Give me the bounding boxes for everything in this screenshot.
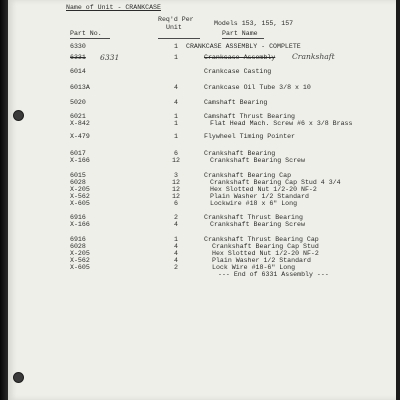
part-name: Camshaft Thrust Bearing — [204, 113, 296, 120]
part-name-underline — [222, 38, 264, 39]
part-name: Lock Wire #18-6" Long — [212, 264, 296, 271]
qty: 1 — [174, 236, 178, 243]
qty: 4 — [174, 257, 178, 264]
part-name: Plain Washer 1/2 Standard — [212, 257, 311, 264]
reqd-header-line1: Req'd Per — [158, 16, 194, 23]
qty: 4 — [174, 221, 178, 228]
part-no-header: Part No. — [70, 30, 102, 37]
part-no: 6015 — [70, 172, 86, 179]
part-no: X-605 — [70, 200, 90, 207]
part-no: X-205 — [70, 186, 90, 193]
part-no: X-842 — [70, 120, 90, 127]
part-name: Plain Washer 1/2 Standard — [210, 193, 309, 200]
qty: 4 — [174, 99, 178, 106]
part-name-struck: Crankcase Assembly — [204, 54, 276, 61]
part-name: Hex Slotted Nut 1/2-20 NF-2 — [212, 250, 319, 257]
part-name: Crankcase Oil Tube 3/8 x 10 — [204, 84, 311, 91]
part-name: CRANKCASE ASSEMBLY - COMPLETE — [186, 43, 301, 50]
part-no: 6021 — [70, 113, 86, 120]
part-name: Crankshaft Thrust Bearing Cap — [204, 236, 319, 243]
part-no: 6028 — [70, 243, 86, 250]
qty: 4 — [174, 243, 178, 250]
part-no: 6014 — [70, 68, 86, 75]
qty: 1 — [174, 113, 178, 120]
part-no: X-605 — [70, 264, 90, 271]
part-name-header: Part Name — [222, 30, 258, 37]
punch-hole — [13, 372, 24, 383]
part-no: 6916 — [70, 236, 86, 243]
qty: 2 — [174, 214, 178, 221]
part-no: 6330 — [70, 43, 86, 50]
qty: 4 — [174, 250, 178, 257]
reqd-underline — [158, 38, 200, 39]
part-no-underline — [70, 38, 110, 39]
part-name: Flat Head Mach. Screw #6 x 3/8 Brass — [210, 120, 353, 127]
part-name: Crankshaft Thrust Bearing — [204, 214, 303, 221]
reqd-header-line2: Unit — [166, 24, 182, 31]
part-name: Crankshaft Bearing Screw — [210, 157, 305, 164]
qty: 6 — [174, 150, 178, 157]
qty: 4 — [174, 84, 178, 91]
part-no: 6916 — [70, 214, 86, 221]
part-no: X-166 — [70, 157, 90, 164]
part-no: X-562 — [70, 257, 90, 264]
part-name: Crankshaft Bearing Cap — [204, 172, 292, 179]
part-no: 6013A — [70, 84, 90, 91]
part-no: 5020 — [70, 99, 86, 106]
end-of-assembly-note: --- End of 6331 Assembly --- — [218, 271, 329, 278]
qty: 3 — [174, 172, 178, 179]
part-name: Camshaft Bearing — [204, 99, 268, 106]
part-name: Flywheel Timing Pointer — [204, 133, 296, 140]
models-header: Models 153, 155, 157 — [214, 20, 294, 27]
part-no: 6017 — [70, 150, 86, 157]
unit-name-header: Name of Unit - CRANKCASE — [66, 4, 161, 11]
handwritten-part-no: 6331 — [100, 53, 120, 62]
qty: 1 — [174, 43, 178, 50]
handwritten-part-name: Crankshaft — [292, 52, 335, 61]
part-name: Crankshaft Bearing Cap Stud — [212, 243, 319, 250]
qty: 6 — [174, 200, 178, 207]
part-no: X-166 — [70, 221, 90, 228]
qty: 12 — [172, 157, 180, 164]
qty: 1 — [174, 120, 178, 127]
part-no-struck: 6331 — [70, 54, 86, 61]
qty: 12 — [172, 193, 180, 200]
qty: 1 — [174, 133, 178, 140]
qty: 12 — [172, 186, 180, 193]
qty: 1 — [174, 54, 178, 61]
part-name: Crankshaft Bearing Cap Stud 4 3/4 — [210, 179, 341, 186]
part-no: X-479 — [70, 133, 90, 140]
binder-edge — [0, 0, 8, 400]
qty: 12 — [172, 179, 180, 186]
part-name: Lockwire #18 x 6" Long — [210, 200, 298, 207]
part-no: X-205 — [70, 250, 90, 257]
part-name: Crankcase Casting — [204, 68, 272, 75]
punch-hole — [13, 110, 24, 121]
part-name: Crankshaft Bearing — [204, 150, 276, 157]
part-no: X-562 — [70, 193, 90, 200]
part-name: Hex Slotted Nut 1/2-20 NF-2 — [210, 186, 317, 193]
document-page — [8, 0, 396, 400]
part-name: Crankshaft Bearing Screw — [210, 221, 305, 228]
part-no: 6028 — [70, 179, 86, 186]
qty: 2 — [174, 264, 178, 271]
